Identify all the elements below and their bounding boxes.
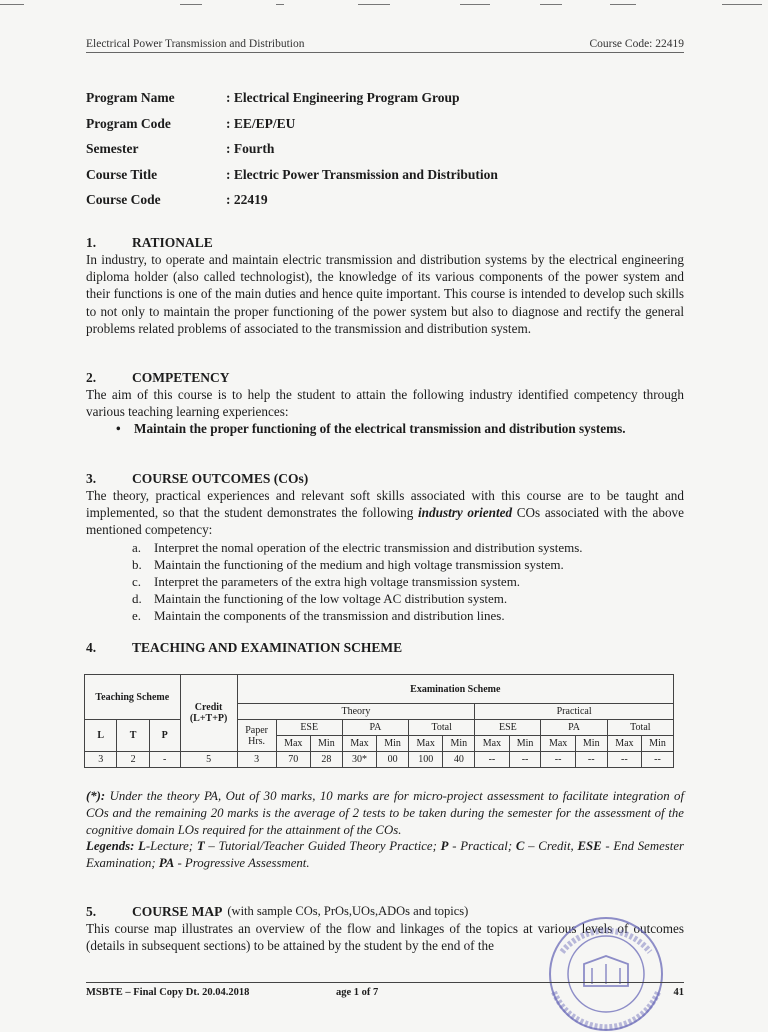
co-text: Maintain the components of the transmission and distribution lines.	[154, 608, 505, 624]
paper-hrs-header: Paper Hrs.	[237, 720, 276, 752]
section-title: RATIONALE	[132, 235, 213, 250]
section-heading	[86, 640, 684, 656]
table-cell: 3	[237, 752, 276, 768]
section-heading	[86, 370, 684, 386]
table-cell: --	[642, 752, 674, 768]
info-label: Course Title	[86, 166, 158, 182]
table-cell: --	[475, 752, 509, 768]
competency-text: The aim of this course is to help the student to attain the following industry identified competency through various teaching learning experiences:	[86, 387, 684, 420]
info-label: Course Code	[86, 192, 161, 207]
co-intro-part: COs associated with the above mentioned competency:	[86, 505, 684, 538]
min-header: Min	[575, 736, 607, 752]
legend-value: – Credit,	[524, 839, 578, 854]
footer-left: MSBTE – Final Copy Dt. 20.04.2018	[86, 987, 250, 998]
theory-total-header: Total	[409, 720, 475, 736]
p-header: P	[149, 720, 180, 752]
legend-key: P	[440, 839, 449, 854]
section-number: 5.	[86, 904, 97, 919]
section-heading	[86, 471, 684, 487]
section-number: 4.	[86, 640, 97, 655]
table-cell: 28	[310, 752, 342, 768]
section-title: TEACHING AND EXAMINATION SCHEME	[132, 640, 403, 655]
table-cell: 5	[180, 752, 237, 768]
table-cell: 30*	[342, 752, 376, 768]
rationale-text: In industry, to operate and maintain electric transmission and distribution systems by the electrical engineering diploma holder (also called technologist), the knowledge of its various components of the power system and their functions is one of the main duties and hence quite important. This course is intended to develop such skills to not only to maintain the proper functioning of the power system but also to diagnose and rectify the general problems related problems of associated to the transmission and distribution system.	[86, 252, 684, 336]
section-scheme	[86, 640, 684, 656]
co-intro-emphasis: industry oriented	[418, 505, 513, 521]
legend-key: C	[515, 839, 525, 854]
table-cell: 40	[443, 752, 475, 768]
co-letter: c.	[132, 574, 142, 590]
co-intro-text	[86, 487, 684, 539]
practical-total-header: Total	[607, 720, 673, 736]
info-row	[86, 167, 684, 193]
footer-page: age 1 of 7	[336, 987, 379, 998]
legend-key: L	[138, 839, 146, 854]
min-header: Min	[509, 736, 541, 752]
table-cell: --	[541, 752, 575, 768]
header-course-code: Course Code: 22419	[589, 38, 684, 50]
legends	[86, 838, 684, 872]
min-header: Min	[642, 736, 674, 752]
legend-key: T	[196, 839, 205, 854]
co-letter: d.	[132, 591, 142, 607]
credit-header: Credit (L+T+P)	[180, 675, 237, 752]
table-cell: -	[149, 752, 180, 768]
scheme-table	[84, 674, 674, 768]
info-row	[86, 141, 684, 167]
legend-key: ESE	[577, 839, 602, 854]
note-text: Under the theory PA, Out of 30 marks, 10 marks are for micro-project assessment to facilitate integration of COs and the remaining 20 marks is the average of 2 tests to be taken during the semester for the assessment of the cognitive domain LOs required for the attainment of the COs.	[86, 789, 685, 837]
co-letter: a.	[132, 539, 142, 555]
footer-right: 41	[673, 987, 684, 998]
co-text: Interpret the nomal operation of the electric transmission and distribution systems.	[154, 539, 583, 555]
scheme-note	[86, 788, 684, 872]
bullet-icon: •	[116, 421, 121, 437]
co-item	[132, 573, 684, 590]
co-text: Interpret the parameters of the extra high voltage transmission system.	[154, 574, 521, 590]
running-header	[86, 38, 684, 53]
board-stamp-seal	[526, 912, 686, 1032]
info-value: : Fourth	[226, 141, 275, 156]
co-text: Maintain the functioning of the medium and high voltage transmission system.	[154, 556, 564, 572]
info-row	[86, 116, 684, 142]
table-cell: 2	[117, 752, 149, 768]
legend-value: - Practical;	[448, 839, 516, 854]
co-item	[132, 590, 684, 607]
info-value: : EE/EP/EU	[226, 115, 296, 131]
min-header: Min	[443, 736, 475, 752]
scan-edge-marks	[0, 4, 768, 10]
section-course-outcomes	[86, 471, 684, 625]
min-header: Min	[377, 736, 409, 752]
co-item	[132, 607, 684, 624]
legend-value: - Progressive Assessment.	[174, 856, 310, 871]
section-title: COURSE OUTCOMES (COs)	[132, 471, 309, 486]
max-header: Max	[607, 736, 641, 752]
legend-key: PA	[158, 856, 175, 871]
info-row	[86, 192, 684, 218]
info-label: Semester	[86, 141, 139, 156]
co-item	[132, 556, 684, 573]
info-label: Program Name	[86, 90, 175, 105]
info-label: Program Code	[86, 115, 171, 131]
section-title: COMPETENCY	[132, 370, 230, 385]
info-row	[86, 90, 684, 116]
max-header: Max	[409, 736, 443, 752]
max-header: Max	[541, 736, 575, 752]
table-cell: --	[575, 752, 607, 768]
theory-ese-header: ESE	[276, 720, 342, 736]
table-cell: 3	[85, 752, 117, 768]
legends-label: Legends:	[86, 839, 135, 854]
co-letter: e.	[132, 608, 142, 624]
header-course-name: Electrical Power Transmission and Distribution	[86, 38, 305, 50]
max-header: Max	[342, 736, 376, 752]
competency-bullet	[116, 420, 684, 437]
co-list	[86, 539, 684, 625]
theory-pa-header: PA	[342, 720, 408, 736]
bullet-text: Maintain the proper functioning of the electrical transmission and distribution systems.	[134, 421, 626, 437]
t-header: T	[117, 720, 149, 752]
section-number: 2.	[86, 370, 97, 385]
section-subtitle: (with sample COs, PrOs,UOs,ADOs and topics)	[227, 904, 469, 918]
teaching-scheme-header: Teaching Scheme	[85, 675, 181, 720]
info-value: : Electric Power Transmission and Distribution	[226, 166, 498, 182]
table-cell: 00	[377, 752, 409, 768]
legend-value: -Lecture;	[145, 839, 197, 854]
co-letter: b.	[132, 556, 142, 572]
section-heading	[86, 235, 684, 251]
note-marker: (*):	[86, 789, 106, 803]
practical-ese-header: ESE	[475, 720, 541, 736]
legend-value: – Tutorial/Teacher Guided Theory Practice;	[204, 839, 441, 854]
co-item	[132, 539, 684, 556]
min-header: Min	[310, 736, 342, 752]
section-title: COURSE MAP	[132, 904, 223, 919]
section-rationale	[86, 235, 684, 337]
max-header: Max	[276, 736, 310, 752]
table-row	[85, 752, 674, 768]
table-cell: --	[607, 752, 641, 768]
table-cell: --	[509, 752, 541, 768]
section-number: 3.	[86, 471, 97, 486]
practical-header: Practical	[475, 704, 674, 720]
exam-scheme-header: Examination Scheme	[237, 675, 673, 704]
theory-header: Theory	[237, 704, 475, 720]
section-number: 1.	[86, 235, 97, 250]
page-footer	[86, 982, 684, 998]
table-cell: 70	[276, 752, 310, 768]
table-cell: 100	[409, 752, 443, 768]
program-info-block	[86, 90, 684, 218]
section-competency	[86, 370, 684, 437]
info-value: : Electrical Engineering Program Group	[226, 90, 460, 105]
co-text: Maintain the functioning of the low voltage AC distribution system.	[154, 591, 508, 607]
max-header: Max	[475, 736, 509, 752]
info-value: : 22419	[226, 192, 268, 207]
co-intro-part: The theory, practical experiences and relevant soft skills associated with this course are to be taught and implemented, so that the student demonstrates the following	[86, 488, 684, 521]
legend-value: - End Semester Examination;	[86, 839, 684, 871]
pa-note	[86, 788, 684, 838]
practical-pa-header: PA	[541, 720, 607, 736]
l-header: L	[85, 720, 117, 752]
course-map-text: This course map illustrates an overview of the flow and linkages of the topics at various levels of outcomes (details in subsequent sections) to be attained by the student by the end of the	[86, 921, 684, 954]
